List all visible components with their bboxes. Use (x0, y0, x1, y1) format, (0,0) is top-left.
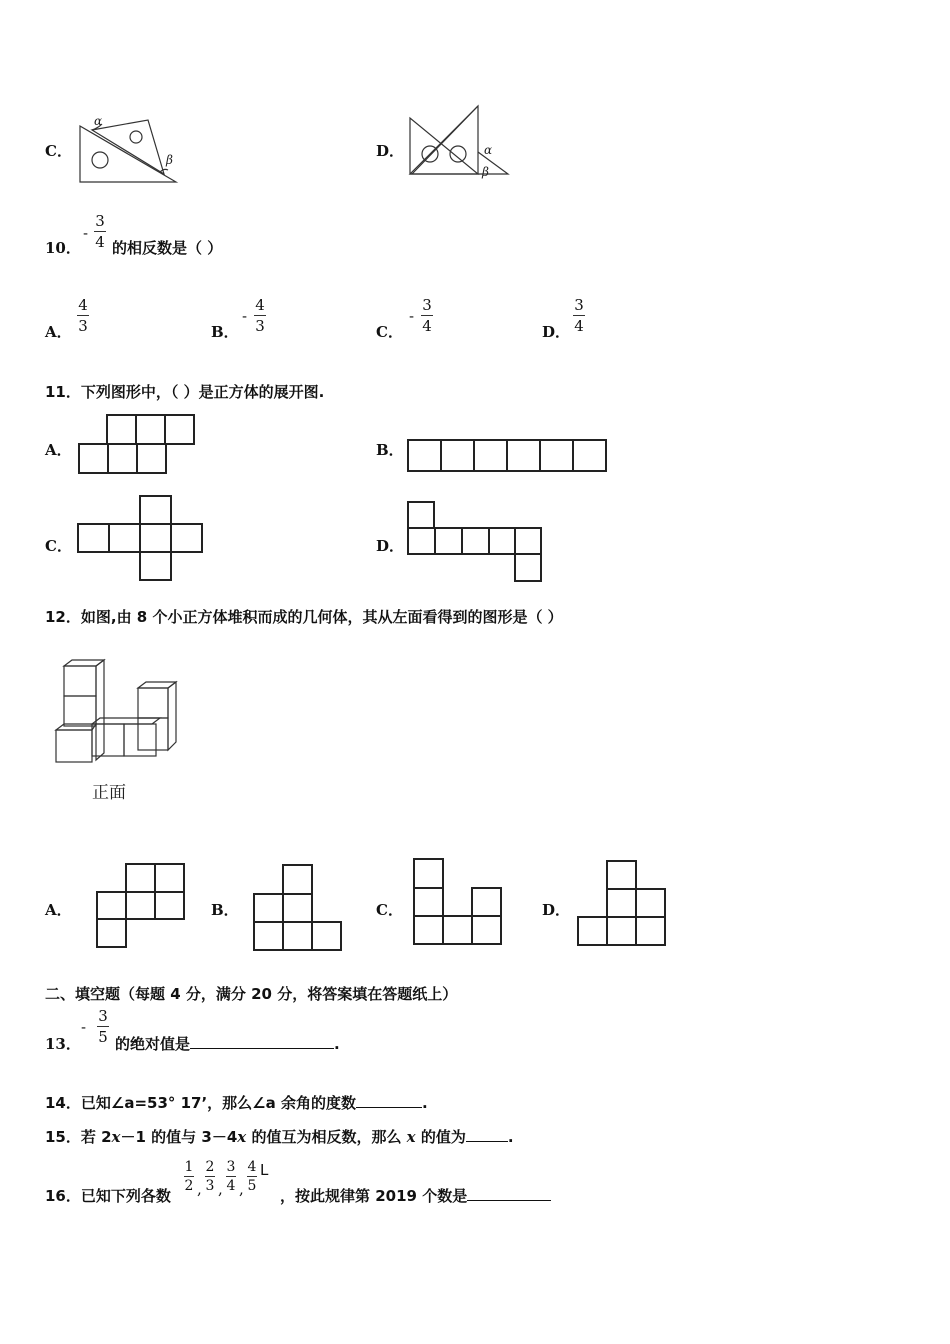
q16-suffix: ，按此规律第 2019 个数是 (280, 1187, 468, 1205)
q16-f1-num: 1 (184, 1159, 194, 1175)
q10-option-c-neg: - (409, 309, 415, 325)
q10-option-d-num: 3 (574, 296, 584, 314)
q11-option-c-label: C． (45, 537, 72, 555)
q15-end: . (507, 1128, 514, 1146)
q10-option-d-fraction (573, 296, 585, 335)
q16-answer-blank[interactable] (467, 1186, 551, 1201)
q16-f4-num: 4 (247, 1159, 257, 1175)
q16-sep-3: , (239, 1180, 244, 1198)
q16-fraction-3 (226, 1159, 236, 1194)
q12-option-b-figure (252, 864, 344, 954)
q12-cube-stack-figure (52, 658, 182, 768)
q13-neg-sign: - (81, 1020, 87, 1036)
q16-sep-1: , (197, 1180, 202, 1198)
q11-question-text: 11．下列图形中，（ ）是正方体的展开图. (45, 383, 325, 401)
front-view-label: 正面 (92, 783, 126, 803)
q13-end: . (334, 1035, 340, 1053)
q11-option-c-net (77, 495, 205, 583)
q10-option-c-fraction (421, 296, 433, 335)
q10-question-text: 的相反数是（ ） (112, 239, 223, 257)
q13-denominator: 5 (98, 1028, 108, 1046)
q16-f2-den: 3 (205, 1178, 215, 1194)
q14-end: . (421, 1094, 428, 1112)
q16-f3-num: 3 (226, 1159, 236, 1175)
q10-option-a-fraction (77, 296, 89, 335)
beta-label-d: β (482, 165, 489, 179)
q12-option-d-label: D． (542, 901, 571, 919)
q10-option-b-neg: - (242, 309, 248, 325)
q14-text: 14．已知∠a=53° 17’，那么∠a 余角的度数 (45, 1094, 356, 1112)
q12-option-c-label: C． (376, 901, 403, 919)
q11-option-d-label: D． (376, 537, 405, 555)
q10-option-c-num: 3 (422, 296, 432, 314)
q10-option-b-num: 4 (255, 296, 265, 314)
section-2-title: 二、填空题（每题 4 分，满分 20 分，将答案填在答题纸上） (45, 985, 458, 1003)
q15-mid1: －1 的值与 3－4 (120, 1128, 238, 1146)
q10-option-c-den: 4 (422, 317, 432, 335)
q16-f4-den: 5 (247, 1178, 257, 1194)
q16-question-text (280, 1185, 551, 1206)
q10-option-a-label: A． (45, 323, 72, 341)
q10-option-a-den: 3 (78, 317, 88, 335)
q11-option-b-net (407, 439, 609, 473)
q13-question-text (115, 1033, 340, 1054)
q15-prefix: 15．若 2 (45, 1128, 112, 1146)
q16-prefix: 16．已知下列各数 (45, 1187, 171, 1205)
q16-fraction-2 (205, 1159, 215, 1194)
q16-sep-2: , (218, 1180, 223, 1198)
q12-question-text: 12．如图,由 8 个小正方体堆积而成的几何体，其从左面看得到的图形是（ ） (45, 608, 563, 626)
q16-fraction-4 (247, 1159, 257, 1194)
q10-option-b-den: 3 (255, 317, 265, 335)
q9-option-d-figure (408, 104, 518, 184)
q10-option-d-den: 4 (574, 317, 584, 335)
q12-option-a-figure (95, 863, 187, 951)
q10-option-b-fraction (254, 296, 266, 335)
q10-denominator: 4 (95, 233, 105, 251)
q9-option-c-figure (78, 108, 188, 188)
q16-f2-num: 2 (205, 1159, 215, 1175)
q13-text: 的绝对值是 (115, 1035, 191, 1053)
q9-option-c-label: C． (45, 142, 72, 160)
q13-number: 13． (45, 1035, 81, 1053)
q9-option-d-label: D． (376, 142, 405, 160)
q15-var-x1: x (111, 1128, 121, 1146)
q13-answer-blank[interactable] (190, 1034, 334, 1049)
q11-option-b-label: B． (376, 441, 404, 459)
q11-option-a-net (78, 414, 198, 476)
q15-answer-blank[interactable] (466, 1127, 508, 1142)
q11-option-a-label: A． (45, 441, 72, 459)
q12-option-d-figure (576, 860, 668, 950)
q14-answer-blank[interactable] (356, 1093, 422, 1108)
q13-numerator: 3 (98, 1007, 108, 1025)
q13-fraction (97, 1007, 109, 1046)
q11-option-d-net (407, 501, 545, 585)
q10-option-d-label: D． (542, 323, 571, 341)
q10-option-a-num: 4 (78, 296, 88, 314)
q16-f3-den: 4 (226, 1178, 236, 1194)
q12-option-c-figure (412, 858, 506, 948)
q10-option-b-label: B． (211, 323, 239, 341)
q15-question-text (45, 1126, 514, 1147)
q10-neg-sign: - (83, 226, 89, 242)
q16-fraction-1 (184, 1159, 194, 1194)
q10-numerator: 3 (95, 212, 105, 230)
q12-option-b-label: B． (211, 901, 239, 919)
q15-mid3: 的值为 (415, 1128, 466, 1146)
alpha-label-d: α (484, 143, 493, 157)
q14-question-text (45, 1092, 428, 1113)
alpha-label: α (94, 114, 103, 128)
q15-var-x2: x (237, 1128, 247, 1146)
q16-ellipsis: L (260, 1161, 269, 1179)
q15-var-x3: x (406, 1128, 416, 1146)
beta-label: β (166, 153, 173, 167)
q12-option-a-label: A． (45, 901, 72, 919)
q10-fraction (94, 212, 106, 251)
q10-number: 10． (45, 239, 81, 257)
q15-mid2: 的值互为相反数，那么 (246, 1128, 407, 1146)
q10-option-c-label: C． (376, 323, 403, 341)
q16-f1-den: 2 (184, 1178, 194, 1194)
